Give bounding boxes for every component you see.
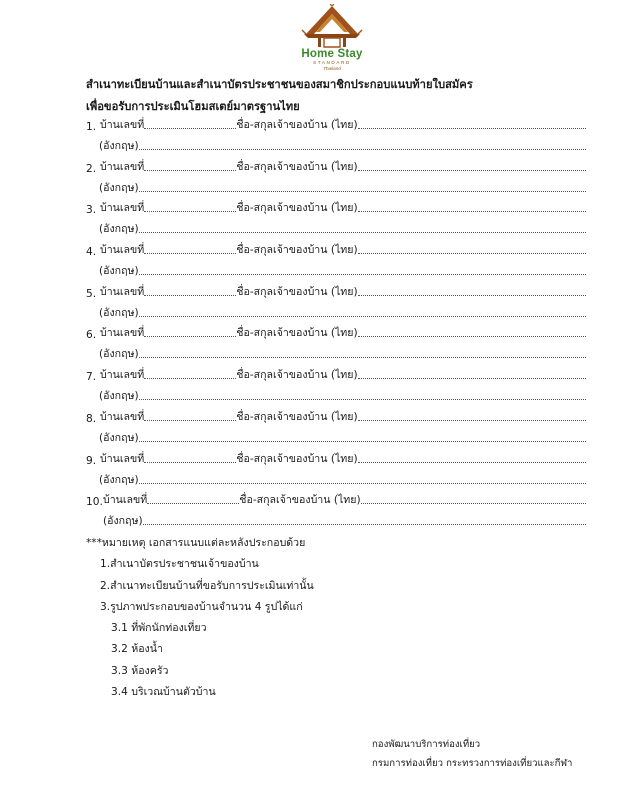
form-entry <box>86 362 586 404</box>
entry-number: 7. <box>86 371 97 384</box>
entry-thai-line <box>86 112 586 133</box>
entry-number: 6. <box>86 329 97 342</box>
entry-number: 10. <box>86 496 103 509</box>
entry-english-line <box>86 383 586 404</box>
house-number-field[interactable] <box>144 252 236 254</box>
owner-thai-label: ชื่อ-สกุลเจ้าของบ้าน (ไทย) <box>236 369 358 382</box>
form-entry <box>86 487 586 529</box>
entry-english-line <box>86 300 586 321</box>
house-number-field[interactable] <box>147 502 239 504</box>
house-number-field[interactable] <box>144 210 236 212</box>
header-line-2: เพื่อขอรับการประเมินโฮมสเตย์มาตรฐานไทย <box>86 100 300 113</box>
entry-number: 5. <box>86 287 97 300</box>
house-number-field[interactable] <box>144 127 236 129</box>
entry-number: 1. <box>86 121 97 133</box>
note-item: 3.รูปภาพประกอบของบ้านจำนวน 4 รูปได้แก่ <box>100 600 303 613</box>
owner-thai-field[interactable] <box>358 419 586 421</box>
note-subitem: 3.2 ห้องน้ำ <box>111 643 163 656</box>
entry-english-line <box>86 216 586 237</box>
owner-thai-field[interactable] <box>358 210 586 212</box>
owner-english-label: (อังกฤษ) <box>99 348 139 361</box>
form-entry <box>86 446 586 488</box>
owner-english-label: (อังกฤษ) <box>99 265 139 278</box>
owner-english-label: (อังกฤษ) <box>99 431 139 444</box>
house-number-field[interactable] <box>144 335 236 337</box>
notes-title: ***หมายเหตุ เอกสารแนบแต่ละหลังประกอบด้วย <box>86 537 306 549</box>
owner-english-field[interactable] <box>143 523 586 525</box>
owner-english-label: (อังกฤษ) <box>99 306 139 319</box>
house-number-label: บ้านเลขที่ <box>100 327 145 340</box>
owner-thai-label: ชื่อ-สกุลเจ้าของบ้าน (ไทย) <box>239 494 361 507</box>
owner-thai-field[interactable] <box>358 169 586 171</box>
header-line-1: สำเนาทะเบียนบ้านและสำเนาบัตรประชาชนของสมาชิกประกอบแนบท้ายใบสมัคร <box>86 78 473 91</box>
owner-thai-label: ชื่อ-สกุลเจ้าของบ้าน (ไทย) <box>236 160 358 173</box>
house-number-label: บ้านเลขที่ <box>100 452 145 465</box>
notes-section <box>86 533 314 703</box>
form-entry <box>86 195 586 237</box>
house-number-label: บ้านเลขที่ <box>100 119 145 131</box>
entry-number: 2. <box>86 162 97 175</box>
entry-thai-line <box>86 404 586 425</box>
owner-english-field[interactable] <box>139 315 586 317</box>
owner-thai-label: ชื่อ-สกุลเจ้าของบ้าน (ไทย) <box>236 285 358 298</box>
owner-thai-label: ชื่อ-สกุลเจ้าของบ้าน (ไทย) <box>236 327 358 340</box>
owner-english-label: (อังกฤษ) <box>99 473 139 486</box>
owner-english-field[interactable] <box>139 440 586 442</box>
entry-english-line <box>86 258 586 279</box>
entry-thai-line <box>86 362 586 383</box>
house-number-label: บ้านเลขที่ <box>100 285 145 298</box>
entry-english-line <box>86 175 586 196</box>
house-number-field[interactable] <box>144 461 236 463</box>
house-number-label: บ้านเลขที่ <box>100 369 145 382</box>
entry-number: 4. <box>86 246 97 259</box>
footer-line-2: กรมการท่องเที่ยว กระทรวงการท่องเที่ยวและกีฬา <box>372 758 573 769</box>
form-entry <box>86 237 586 279</box>
logo-standard-text: STANDARD <box>313 60 351 65</box>
owner-english-field[interactable] <box>139 148 586 150</box>
entry-number: 9. <box>86 454 97 467</box>
house-number-label: บ้านเลขที่ <box>100 160 145 173</box>
owner-thai-field[interactable] <box>358 252 586 254</box>
entry-english-line <box>86 341 586 362</box>
owner-thai-label: ชื่อ-สกุลเจ้าของบ้าน (ไทย) <box>236 244 358 257</box>
owner-english-field[interactable] <box>139 231 586 233</box>
homestay-logo <box>296 4 368 72</box>
note-subitem: 3.1 ที่พักนักท่องเที่ยว <box>111 622 207 635</box>
member-form <box>86 112 586 529</box>
owner-english-field[interactable] <box>139 482 586 484</box>
owner-english-label: (อังกฤษ) <box>99 223 139 236</box>
house-number-field[interactable] <box>144 377 236 379</box>
entry-thai-line <box>86 446 586 467</box>
entry-thai-line <box>86 195 586 216</box>
owner-english-field[interactable] <box>139 190 586 192</box>
entry-number: 8. <box>86 412 97 425</box>
owner-english-label: (อังกฤษ) <box>99 181 139 194</box>
owner-thai-field[interactable] <box>358 377 586 379</box>
entry-thai-line <box>86 487 586 508</box>
owner-thai-field[interactable] <box>358 335 586 337</box>
note-subitem: 3.3 ห้องครัว <box>111 664 169 677</box>
thai-house-roof-icon <box>296 4 368 48</box>
owner-english-label: (อังกฤษ) <box>103 515 143 528</box>
owner-english-field[interactable] <box>139 356 586 358</box>
form-entry <box>86 154 586 196</box>
entry-english-line <box>86 467 586 488</box>
house-number-label: บ้านเลขที่ <box>100 410 145 423</box>
entry-thai-line <box>86 154 586 175</box>
house-number-field[interactable] <box>144 294 236 296</box>
form-entry <box>86 112 586 154</box>
owner-thai-field[interactable] <box>361 502 586 504</box>
owner-english-label: (อังกฤษ) <box>99 140 139 152</box>
form-entry <box>86 320 586 362</box>
owner-thai-label: ชื่อ-สกุลเจ้าของบ้าน (ไทย) <box>236 119 358 131</box>
house-number-field[interactable] <box>144 169 236 171</box>
house-number-label: บ้านเลขที่ <box>100 244 145 257</box>
entry-english-line <box>86 425 586 446</box>
house-number-label: บ้านเลขที่ <box>103 494 148 507</box>
entry-english-line <box>86 508 586 529</box>
note-subitem: 3.4 บริเวณบ้านตัวบ้าน <box>111 686 216 699</box>
owner-english-field[interactable] <box>139 398 586 400</box>
logo-brand-text: Home Stay <box>301 48 363 60</box>
owner-thai-field[interactable] <box>358 127 586 129</box>
entry-english-line <box>86 133 586 154</box>
house-number-label: บ้านเลขที่ <box>100 202 145 215</box>
owner-thai-field[interactable] <box>358 294 586 296</box>
entry-thai-line <box>86 320 586 341</box>
form-entry <box>86 279 586 321</box>
entry-number: 3. <box>86 204 97 217</box>
owner-thai-label: ชื่อ-สกุลเจ้าของบ้าน (ไทย) <box>236 202 358 215</box>
owner-english-label: (อังกฤษ) <box>99 390 139 403</box>
footer-line-1: กองพัฒนาบริการท่องเที่ยว <box>372 739 481 750</box>
note-item: 2.สำเนาทะเบียนบ้านที่ขอรับการประเมินเท่านั้น <box>100 579 314 592</box>
footer <box>372 735 572 773</box>
owner-thai-field[interactable] <box>358 461 586 463</box>
owner-thai-label: ชื่อ-สกุลเจ้าของบ้าน (ไทย) <box>236 452 358 465</box>
owner-thai-label: ชื่อ-สกุลเจ้าของบ้าน (ไทย) <box>236 410 358 423</box>
entry-thai-line <box>86 279 586 300</box>
form-entry <box>86 404 586 446</box>
house-number-field[interactable] <box>144 419 236 421</box>
owner-english-field[interactable] <box>139 273 586 275</box>
logo-country-text: Thailand <box>323 66 341 71</box>
entry-thai-line <box>86 237 586 258</box>
note-item: 1.สำเนาบัตรประชาชนเจ้าของบ้าน <box>100 558 259 571</box>
